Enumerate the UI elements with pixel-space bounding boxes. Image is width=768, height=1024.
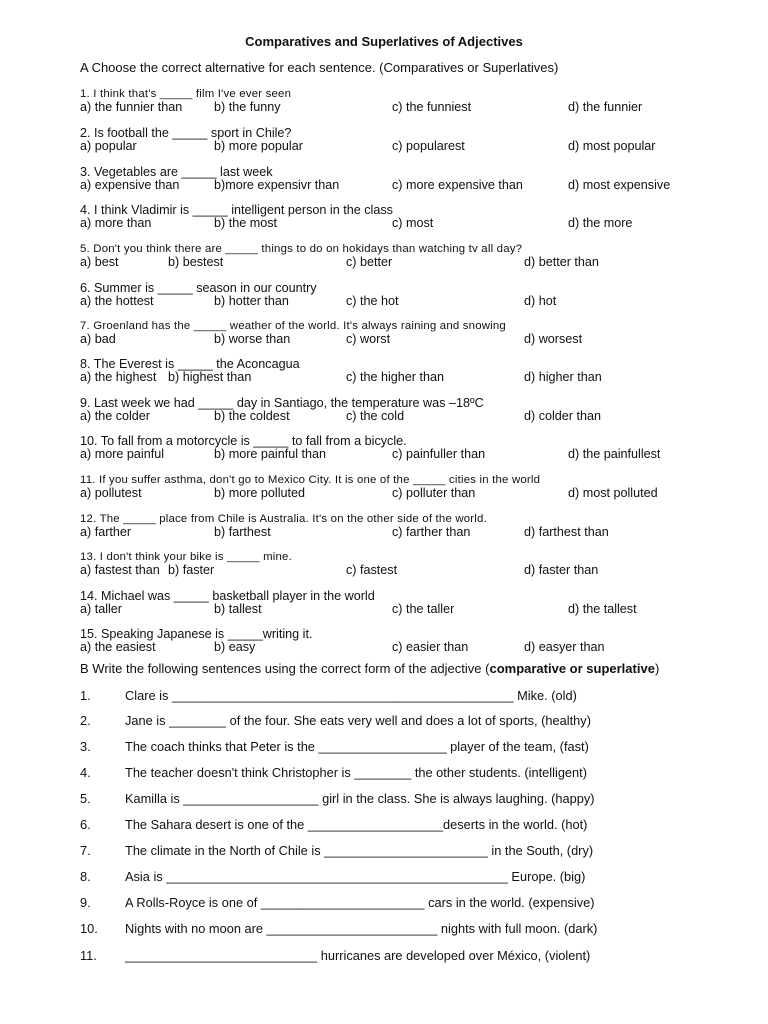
sentence-text[interactable]: A Rolls-Royce is one of _______________________ cars in the world. (expensive) [125, 895, 595, 910]
question-stem: 11. If you suffer asthma, don't go to Mexico City. It is one of the _____ cities in the world [80, 474, 541, 486]
option-c[interactable]: c) more expensive than [392, 178, 523, 192]
option-a[interactable]: a) the easiest [80, 640, 156, 654]
option-b[interactable]: b) farthest [214, 525, 271, 539]
option-c[interactable]: c) farther than [392, 525, 471, 539]
sentence-text[interactable]: Kamilla is ___________________ girl in the class. She is always laughing. (happy) [125, 791, 595, 806]
sentence-text[interactable]: The climate in the North of Chile is _______________________ in the South, (dry) [125, 843, 594, 858]
option-c[interactable]: c) worst [346, 332, 391, 346]
sentence-text[interactable]: Asia is ________________________________________________ Europe. (big) [125, 869, 586, 884]
option-c[interactable]: c) the taller [392, 602, 455, 616]
sentence-number: 9. [80, 895, 91, 910]
option-d[interactable]: d) the painfullest [568, 447, 661, 461]
question-10 [80, 434, 720, 464]
question-stem: 9. Last week we had _____ day in Santiago, the temperature was –18ºC [80, 396, 484, 410]
option-b[interactable]: b) worse than [214, 332, 291, 346]
question-stem: 6. Summer is _____ season in our country [80, 281, 317, 295]
question-9 [80, 396, 720, 426]
option-c[interactable]: c) painfuller than [392, 447, 486, 461]
question-8 [80, 357, 720, 387]
option-b[interactable]: b) the coldest [214, 409, 290, 423]
option-c[interactable]: c) the hot [346, 294, 399, 308]
option-b[interactable]: b) hotter than [214, 294, 289, 308]
question-3 [80, 165, 720, 195]
sentence-number: 4. [80, 765, 91, 780]
option-a[interactable]: a) popular [80, 139, 137, 153]
option-a[interactable]: a) taller [80, 602, 122, 616]
option-c[interactable]: c) the funniest [392, 100, 472, 114]
option-d[interactable]: d) the funnier [568, 100, 643, 114]
question-6 [80, 281, 720, 311]
question-stem: 15. Speaking Japanese is _____writing it. [80, 627, 313, 641]
option-a[interactable]: a) best [80, 255, 119, 269]
option-d[interactable]: d) most expensive [568, 178, 671, 192]
sentence-text[interactable]: The teacher doesn't think Christopher is ________ the other students. (intelligent) [125, 765, 587, 780]
option-a[interactable]: a) more than [80, 216, 152, 230]
section-a-instruction: A Choose the correct alternative for each sentence. (Comparatives or Superlatives) [80, 60, 559, 75]
question-stem: 8. The Everest is _____ the Aconcagua [80, 357, 300, 371]
sentence-number: 2. [80, 713, 91, 728]
sentence-number: 6. [80, 817, 91, 832]
sentence-text[interactable]: Jane is ________ of the four. She eats very well and does a lot of sports, (healthy) [125, 713, 591, 728]
option-c[interactable]: c) the higher than [346, 370, 445, 384]
option-b[interactable]: b) faster [168, 563, 215, 577]
question-stem: 2. Is football the _____ sport in Chile? [80, 126, 292, 140]
sentence-number: 8. [80, 869, 91, 884]
question-11 [80, 473, 720, 503]
sentence-number: 3. [80, 739, 91, 754]
option-b[interactable]: b) tallest [214, 602, 262, 616]
option-c[interactable]: c) most [392, 216, 434, 230]
option-b[interactable]: b) easy [214, 640, 256, 654]
option-d[interactable]: d) faster than [524, 563, 599, 577]
option-b[interactable]: b) the most [214, 216, 277, 230]
question-14 [80, 589, 720, 619]
section-b-instruction [80, 661, 659, 676]
option-c[interactable]: c) polluter than [392, 486, 476, 500]
question-stem: 3. Vegetables are _____ last week [80, 165, 273, 179]
sentence-text[interactable]: ___________________________ hurricanes are developed over México, (violent) [125, 948, 591, 963]
option-d[interactable]: d) colder than [524, 409, 602, 423]
option-d[interactable]: d) most popular [568, 139, 656, 153]
option-c[interactable]: c) fastest [346, 563, 398, 577]
section-b-instruction-start: B Write the following sentences using the correct form of the adjective ( [80, 661, 490, 676]
option-a[interactable]: a) bad [80, 332, 116, 346]
question-15 [80, 627, 720, 657]
option-a[interactable]: a) fastest than [80, 563, 160, 577]
option-d[interactable]: d) farthest than [524, 525, 609, 539]
question-stem: 12. The _____ place from Chile is Australia. It's on the other side of the world. [80, 513, 487, 525]
option-a[interactable]: a) pollutest [80, 486, 142, 500]
option-b[interactable]: b) more painful than [214, 447, 327, 461]
question-4 [80, 203, 720, 233]
option-a[interactable]: a) the funnier than [80, 100, 183, 114]
sentence-number: 7. [80, 843, 91, 858]
question-12 [80, 512, 720, 542]
option-c[interactable]: c) easier than [392, 640, 469, 654]
option-d[interactable]: d) most polluted [568, 486, 658, 500]
question-stem: 10. To fall from a motorcycle is _____ to fall from a bicycle. [80, 434, 407, 448]
option-b[interactable]: b) more popular [214, 139, 303, 153]
section-b-instruction-bold: comparative or superlative [489, 661, 655, 676]
section-b-instruction-end: ) [654, 661, 660, 676]
option-c[interactable]: c) the cold [346, 409, 405, 423]
option-a[interactable]: a) expensive than [80, 178, 180, 192]
sentence-number: 5. [80, 791, 91, 806]
option-b[interactable]: b) highest than [168, 370, 252, 384]
option-d[interactable]: d) hot [524, 294, 557, 308]
option-a[interactable]: a) farther [80, 525, 132, 539]
option-d[interactable]: d) easyer than [524, 640, 605, 654]
option-a[interactable]: a) the colder [80, 409, 151, 423]
option-a[interactable]: a) more painful [80, 447, 164, 461]
option-a[interactable]: a) the highest [80, 370, 157, 384]
option-b[interactable]: b) bestest [168, 255, 224, 269]
question-stem: 7. Groenland has the _____ weather of the world. It's always raining and snowing [80, 320, 506, 332]
option-a[interactable]: a) the hottest [80, 294, 154, 308]
sentence-text[interactable]: The coach thinks that Peter is the __________________ player of the team, (fast) [125, 739, 589, 754]
option-d[interactable]: d) the tallest [568, 602, 637, 616]
question-13 [80, 550, 720, 580]
sentence-number: 1. [80, 688, 91, 703]
option-b[interactable]: b) more polluted [214, 486, 306, 500]
sentence-number: 11. [80, 948, 97, 963]
question-stem: 14. Michael was _____ basketball player in the world [80, 589, 375, 603]
option-c[interactable]: c) better [346, 255, 393, 269]
sentence-number: 10. [80, 921, 98, 936]
option-d[interactable]: d) higher than [524, 370, 602, 384]
question-stem: 4. I think Vladimir is _____ intelligent person in the class [80, 203, 393, 217]
question-5 [80, 242, 720, 272]
option-b[interactable]: b)more expensivr than [214, 178, 340, 192]
question-2 [80, 126, 720, 156]
option-d[interactable]: d) the more [568, 216, 633, 230]
option-d[interactable]: d) worsest [524, 332, 583, 346]
question-stem: 5. Don't you think there are _____ things to do on hokidays than watching tv all day? [80, 243, 523, 255]
option-d[interactable]: d) better than [524, 255, 599, 269]
sentence-text[interactable]: The Sahara desert is one of the ___________________deserts in the world. (hot) [125, 817, 588, 832]
question-7 [80, 319, 720, 349]
question-stem: 13. I don't think your bike is _____ mine. [80, 551, 292, 563]
sentence-text[interactable]: Nights with no moon are ________________________ nights with full moon. (dark) [125, 921, 598, 936]
option-b[interactable]: b) the funny [214, 100, 281, 114]
question-stem: 1. I think that's _____ film I've ever seen [80, 88, 292, 100]
sentence-text[interactable]: Clare is ________________________________________________ Mike. (old) [125, 688, 577, 703]
option-c[interactable]: c) popularest [392, 139, 465, 153]
page-title: Comparatives and Superlatives of Adjectives [245, 34, 523, 49]
question-1 [80, 87, 720, 117]
